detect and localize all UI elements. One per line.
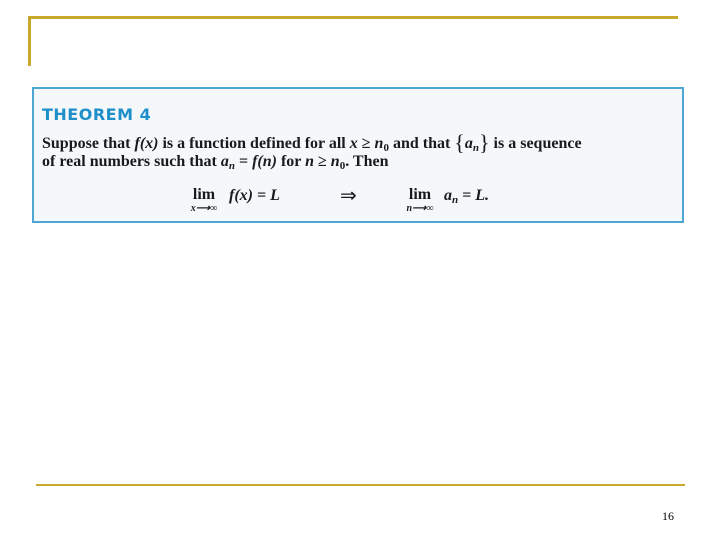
text: of real numbers such that: [42, 153, 221, 170]
math-n: n: [374, 135, 384, 152]
subscript-n: n: [228, 160, 235, 172]
expression-rest: = L.: [458, 187, 490, 204]
subscript-zero: 0: [339, 160, 346, 172]
page-number: 16: [662, 509, 674, 523]
math-a: a: [464, 135, 473, 152]
right-brace: }: [478, 130, 490, 155]
theorem-statement-line-2: [42, 153, 388, 172]
text: for: [276, 153, 306, 170]
limit-subscript: n⟶∞: [406, 203, 434, 214]
math-n-paren: (n): [257, 153, 277, 170]
lim-word: lim: [408, 186, 432, 203]
equals: =: [234, 153, 253, 170]
math-n: n: [305, 153, 315, 170]
math-a: a: [444, 187, 452, 204]
limit-expression-right: [444, 187, 489, 206]
subscript-n: n: [472, 142, 479, 154]
math-x-paren: (x): [139, 135, 159, 152]
implies-arrow: ⇒: [340, 183, 357, 207]
subscript-zero: 0: [383, 142, 389, 154]
text: and that: [388, 135, 455, 152]
limit-subscript: x⟶∞: [190, 203, 218, 214]
text: is a function defined for all: [158, 135, 350, 152]
text: Suppose that: [42, 135, 135, 152]
limit-operator-left: [184, 187, 224, 214]
theorem-title: THEOREM 4: [42, 105, 152, 124]
text: is a sequence: [489, 135, 582, 152]
math-x: x: [349, 135, 358, 152]
math-f: f: [252, 153, 258, 170]
geq-symbol: ≥: [314, 153, 331, 170]
theorem-box: [32, 87, 684, 223]
limit-operator-right: [400, 187, 440, 214]
math-f: f: [134, 135, 140, 152]
limit-expression-left: [229, 187, 280, 205]
geq-symbol: ≥: [361, 135, 371, 152]
left-brace: {: [454, 130, 465, 155]
decorative-left-rule: [28, 16, 31, 66]
math-a: a: [220, 153, 229, 170]
text: . Then: [345, 153, 389, 170]
subscript-n: n: [452, 194, 459, 206]
expression: f(x) = L: [229, 187, 280, 204]
decorative-bottom-rule: [36, 484, 685, 486]
math-n: n: [330, 153, 340, 170]
lim-word: lim: [192, 186, 216, 203]
decorative-top-rule: [28, 16, 678, 19]
